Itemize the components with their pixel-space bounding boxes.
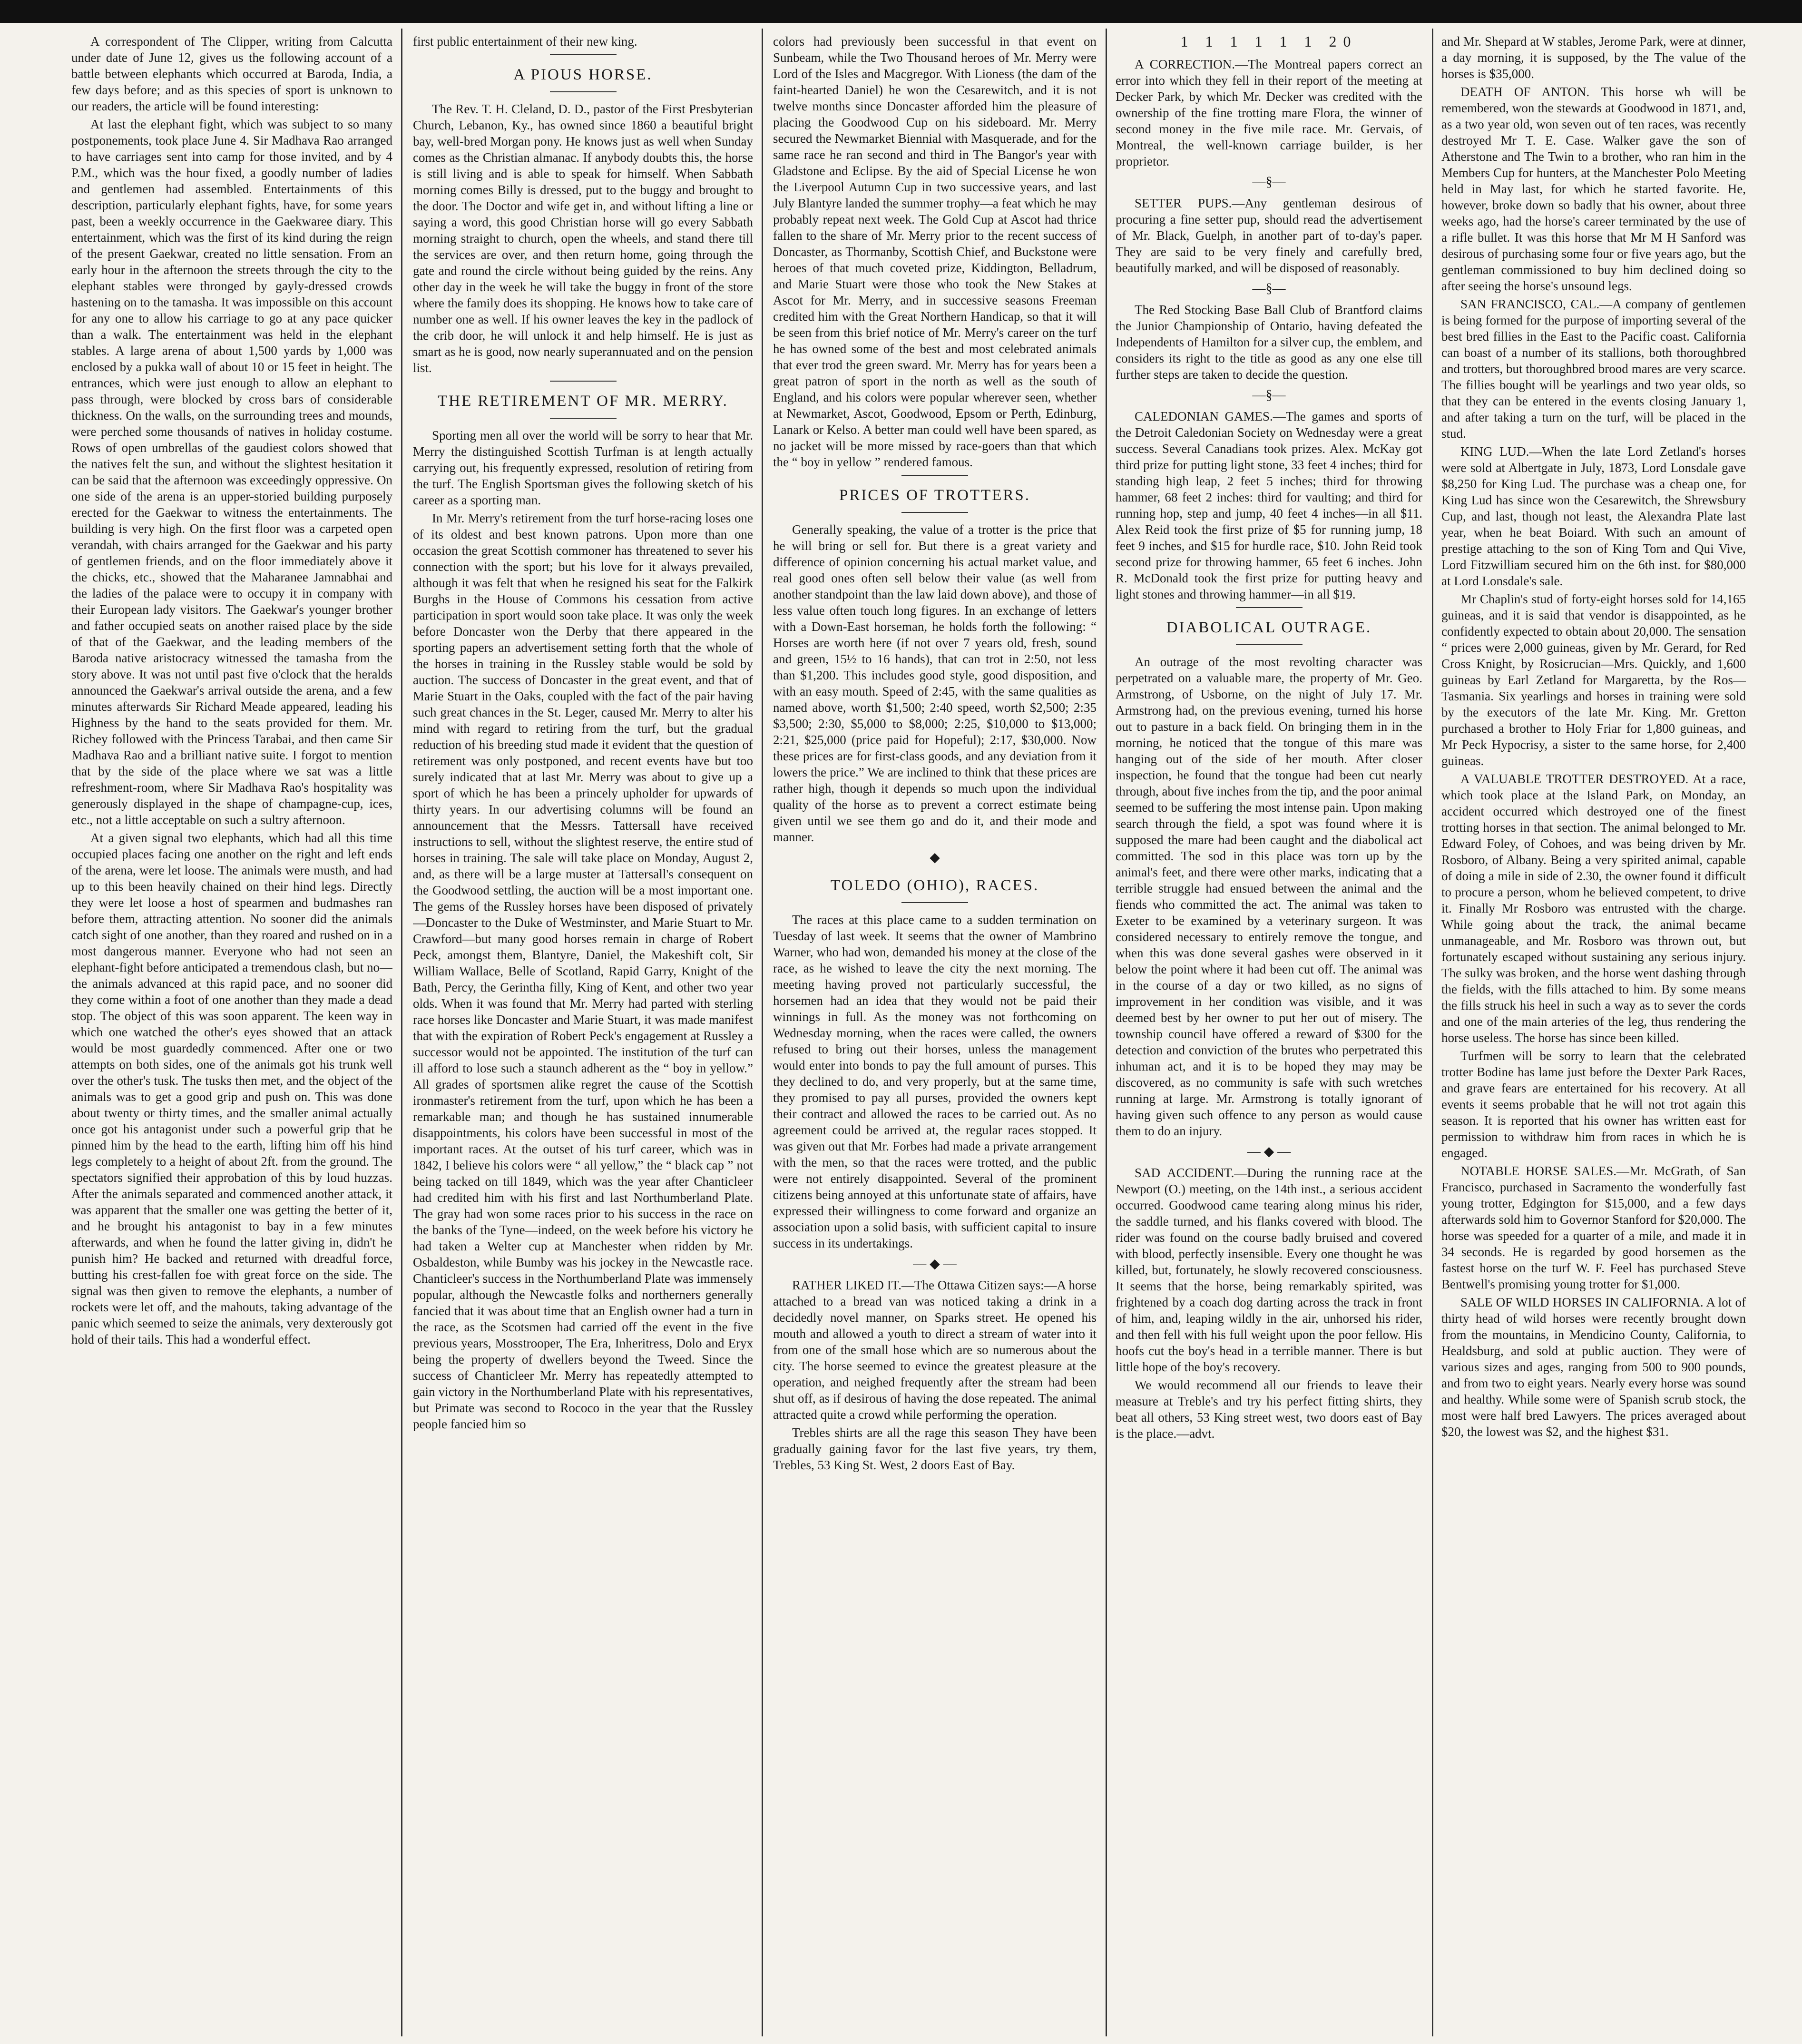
ornament-divider: ◆ [930,850,940,865]
column-rule [762,29,763,2036]
divider [550,54,617,55]
merry-article-intro: Sporting men all over the world will be sorry to hear that Mr. Merry the distinguished Scottish Turfman is at length actually carrying out, his frequently expressed, resolution of retiring from the turf. The English Sportsman gives the following sketch of his career as a sporting man. [413,428,753,507]
ornament-divider: —§— [1252,281,1286,296]
king-lud-article: KING LUD.—When the late Lord Zetland's horses were sold at Albertgate in July, 1873, Lord Lonsdale gave $8,250 for King Lud. The purchase was a cheap one, for King Lud has since won the Cesarewitch, the Shrewsbury Cup, and last, though not least, the Alexandra Plate last year, when he beat Boiard. With such an amount of prestige attaching to the son of King Tom and Qui Vive, Lord Fitzwilliam secured him on the 6th inst. for $80,000 at Lord Lonsdale's sale. [1441,444,1746,588]
ornament-divider: — ◆ — [1247,1144,1291,1159]
column-2 [413,33,753,2032]
san-francisco-article: SAN FRANCISCO, CAL.—A company of gentlemen is being formed for the purpose of importing several of the best bred fillies in the East to the Pacific coast. California can boast of a number of its stallions, both thoroughbred and trotters, but thoroughbred brood mares are very scarce. The fillies bought will be yearlings and two year olds, so that they can be entered in the events closing January 1, and after taking a turn on the turf, will be placed in the stud. [1441,297,1746,441]
bodine-article: Turfmen will be sorry to learn that the celebrated trotter Bodine has lame just before the Dexter Park Races, and grave fears are entertained for his recovery. At all events it seems probable that he will not trot again this season. It is reported that his owner has written east for permission to withdraw him from races in which he is engaged. [1441,1049,1746,1160]
ornament-divider: —§— [1252,388,1286,403]
headline-diabolical-outrage: DIABOLICAL OUTRAGE. [1166,619,1372,636]
column-1 [71,33,392,2032]
column-rule [1106,29,1107,2036]
caledonian-games-article: CALEDONIAN GAMES.—The games and sports of the Detroit Caledonian Society on Wednesday were a great success. Several Canadians took prizes. Alex. McKay got third prize for putting light stone, 33 feet 4 inches; third for standing high leap, 2 feet 5 inches; third for throwing hammer, 68 feet 2 inches: third for vaulting; and third for running hop, step and jump, 40 feet 4 inches—in all $11. Alex Reid took the first prize of $5 for running jump, 18 feet 9 inches, and $15 for hurdle race, $10. John Reid took second prize for throwing hammer, 65 feet 6 inches. John R. McDonald took the first prize for putting heavy and light stones and throwing hammer—in all $19. [1116,409,1422,601]
stables-fire-continued: and Mr. Shepard at W stables, Jerome Park, were at dinner, a day morning, it is supposed, by the The value of the horses is $35,000. [1441,34,1746,81]
pious-horse-article: The Rev. T. H. Cleland, D. D., pastor of the First Presbyterian Church, Lebanon, Ky., has owned since 1860 a beautiful bright bay, well-bred Morgan pony. He knows just as well when Sunday comes as the Christian almanac. If anybody doubts this, the horse is still living and is able to speak for himself. When Sabbath morning comes Billy is dressed, put to the buggy and brought to the door. The Doctor and wife get in, and without lifting a line or saying a word, this good Christian horse will go every Sabbath morning straight to church, open the wheels, and stand there till the services are over, and then return home, going through the gate and round the circle without being guided by the reins. Any other day in the week he will take the buggy in front of the store where the family does its shopping. He knows how to take care of number one as well. If his owner leaves the key in the padlock of the crib door, he will unlock it and help himself. He is just as smart as he is good, now nearly superannuated and on the pension list. [413,102,753,375]
chaplin-stud-article: Mr Chaplin's stud of forty-eight horses sold for 14,165 guineas, and it is said that vendor is disappointed, as he confidently expected to obtain about 20,000. The sensation “ prices were 2,000 guineas, given by Mr. Gerard, for Red Cross Knight, by Rosicrucian—Mrs. Quickly, and 1,600 guineas by Earl Zetland for Margaretta, by the Ros—Tasmania. Six yearlings and horses in training were sold by the executors of the late Mr. King. Mr. Gretton purchased a brother to Holy Friar for 1,800 guineas, and Mr Peck Hypocrisy, a sister to the same horse, for 2,400 guineas. [1441,592,1746,768]
wild-horses-sale-article: SALE OF WILD HORSES IN CALIFORNIA. A lot of thirty head of wild horses were recently brought down from the mountains, in Mendicino County, California, to Healdsburg, and sold at public auction. They were of various sizes and ages, ranging from 500 to 900 pounds, and from two to eight years. Nearly every horse was sound and healthy. While some were of Spanish scrub stock, the most were half bred Lawyers. The prices averaged about $20, the lowest was $2, and the highest $31. [1441,1295,1746,1439]
prices-trotters-article: Generally speaking, the value of a trotter is the price that he will bring or sell for. But there is a great variety and difference of opinion concerning his actual market value, and real good ones often sell below their value (as well from another standpoint than the law laid down above), and those of less value often touch long figures. In an exchange of letters with a Down-East horseman, he holds forth the following: “ Horses are worth here (if not over 7 years old, fresh, sound and green, 15½ to 16 hands), that can trot in 2:50, not less than $1,200. This includes good style, good disposition, and with an easy mouth. Speed of 2:45, with the same qualities as named above, worth $1,500; 2:40 speed, worth $2,500; 2:35 $3,500; 2:30, $5,000 to $8,000; 2:25, $10,000 to $13,000; 2:21, $25,000 (price paid for Hopeful); 2:17, $30,000. Now these prices are for first-class goods, and any deviation from it lowers the price.” We are inclined to think that these prices are rather high, though it depends so much upon the individual quality of the horse as to prevent a correct estimate being given until we see them go and do it, and their mode and manner. [773,522,1097,844]
valuable-trotter-article: A VALUABLE TROTTER DESTROYED. At a race, which took place at the Island Park, on Monday, an accident occurred which destroyed one of the finest trotting horses in that section. The animal belonged to Mr. Edward Foley, of Cohoes, and was being driven by Mr. Rosboro, of Albany. Being a very spirited animal, capable of doing a mile in side of 2.30, the owner found it difficult to procure a person, whom he believed competent, to drive it. Finally Mr Rosboro was entrusted with the charge. While going about the track, the animal became unmanageable, and Mr. Rosboro was thrown out, but fortunately escaped without sustaining any serious injury. The sulky was broken, and the horse went dashing through the fields, with the fills attached to him. By some means the fills struck his heel in such a way as to sever the cords and one of the main arteries of the leg, thus rendering the horse useless. The horse has since been killed. [1441,772,1746,1045]
headline-toledo-races: TOLEDO (OHIO), RACES. [830,877,1039,894]
divider [901,902,968,903]
death-of-anton-article: DEATH OF ANTON. This horse wh will be remembered, won the stewards at Goodwood in 1871, and, as a two year old, won seven out of ten races, was recently destroyed Mr T. E. Case. Walker gave the son of Atherstone and The Twin to a brother, who ran him in the Members Cup for hunters, at the Manchester Polo Meeting held in May last, for which he started favorite. He, however, broke down so badly that his owner, about three weeks ago, had the horse's career terminated by the use of a rifle bullet. It was this horse that Mr M H Sanford was desirous of purchasing some four or five years ago, but the gentleman commissioned to buy him declined doing so after seeing the horse's unsound legs. [1441,85,1746,293]
divider [550,418,617,419]
divider [1236,644,1303,645]
divider [550,91,617,92]
headline-prices-trotters: PRICES OF TROTTERS. [839,487,1031,504]
column-rule [401,29,402,2036]
column-rule [1432,29,1433,2036]
elephant-fight-paragraph-2: At a given signal two elephants, which had all this time occupied places facing one another on the right and left ends of the arena, were let loose. The animals were musth, and had up to this been heavily chained on their hind legs. Directly they were let loose a host of spearmen and budmashes ran before them, attracting attention. No sooner did the animals catch sight of one another, than they roared and rushed on in a most dangerous manner. Everyone who had not seen an elephant-fight before anticipated a tremendous clash, but no—the animals advanced at this rapid pace, and no sooner did they come within a foot of one another than they made a dead stop. The object of this was soon apparent. The keen way in which one watched the other's eyes showed that an attack would be most guardedly commenced. After one or two attempts on both sides, one of the animals got his trunk well over the other's tusk. The tusks then met, and the object of the animals was to get a good grip and push on. This was done about twenty or thirty times, and the smaller animal actually once got his antagonist under such a powerful grip that he pinned him by the head to the earth, lifting him off his hind legs completely to a height of about 2ft. from the ground. The spectators signified their approbation of this by loud huzzas. After the animals separated and commenced another attack, it was apparent that the smaller one was getting the better of it, and he brought his antagonist to bay in a few minutes afterwards, and when he found the latter giving in, didn't he punish him? He backed and returned with dreadful force, butting his crest-fallen foe with great force on the side. The signal was then given to remove the elephants, a number of rockets were let off, and the mahouts, taking advantage of the panic which seemed to seize the animals, very dexterously got hold of their tails. This had a wonderful effect. [71,831,392,1346]
divider [1236,607,1303,608]
trebles-advertisement: We would recommend all our friends to leave their measure at Treble's and try his perfect fitting shirts, they beat all others, 53 King street west, two doors east of Bay is the place.—advt. [1116,1378,1422,1441]
page-number: 1 1 1 1 1 1 20 [1180,33,1358,50]
divider [901,475,968,476]
top-border [0,0,1802,23]
column-5 [1441,33,1746,2032]
diabolical-outrage-article: An outrage of the most revolting character was perpetrated on a valuable mare, the property of Mr. Geo. Armstrong, of Usborne, on the night of July 17. Mr. Armstrong had, on the previous evening, turned his horse out to pasture in a back field. On bringing them in in the morning, he noticed that the tongue of this mare was hanging out of the side of her mouth. After closer inspection, he found that the tongue had been cut nearly through, about five inches from the tip, and the poor animal seemed to be suffering the most intense pain. Upon making search through the field, a spot was found where it is supposed the mare had been caught and the diabolical act committed. The sod in this place was torn up by the animal's feet, and there were other marks, indicating that a terrible struggle had ensued between the animal and the fiends who committed the act. The animal was taken to Exeter to be examined by a veterinary surgeon. It was considered necessary to entirely remove the tongue, and when this was done several gashes were observed in it below the point where it had been cut off. The animal was in the course of a day or two killed, as no signs of improvement in her condition was visible, and it was deemed best by her owner to put her out of misery. The township council have offered a reward of $300 for the detection and conviction of the brutes who perpetrated this inhuman act, and it is to be hoped they may may be discovered, as no community is safe with such wretches running at large. Mr. Armstrong is totally ignorant of having given such offence to any person as would cause them to do an injury. [1116,655,1422,1138]
merry-article-continued: colors had previously been successful in that event on Sunbeam, while the Two Thousand heroes of Mr. Merry were Lord of the Isles and Macgregor. With Lioness (the dam of the faint-hearted Daniel) he won the Cesarewitch, and it is not twelve months since Doncaster afforded him the pleasure of placing the Goodwood Cup on his sideboard. Mr. Merry secured the Newmarket Biennial with Masquerade, and for the same race he ran second and third in The Bangor's year with Gladstone and Eclipse. By the aid of Special License he won the Liverpool Autumn Cup in two successive years, and last July Blantyre landed the summer trophy—a feat which he may probably repeat next week. The Gold Cup at Ascot had thrice fallen to the share of Mr. Merry prior to the recent success of Doncaster, as Thormanby, Scottish Chief, and Buckstone were heroes of that much coveted prize, Kiddington, Belladrum, and Marie Stuart were those who took the New Stakes at Ascot for Mr. Merry, and in successive seasons Freeman credited him with the Great Northern Handicap, so that it will be seen from this brief notice of Mr. Merry's career on the turf he has owned some of the best and most celebrated animals that ever trod the green sward. Mr. Merry has for years been a great patron of sport in the north as well as the south of England, and his colors were popular wherever seen, whether at Newmarket, Ascot, Goodwood, Epsom or Perth, Edinburg, Lanark or Kelso. A better man could well have been spared, as no jacket will be more missed by race-goers than that which the “ boy in yellow ” rendered famous. [773,34,1097,469]
headline-retirement-merry: THE RETIREMENT OF MR. MERRY. [438,393,728,410]
column-4 [1116,33,1422,2032]
sad-accident-article: SAD ACCIDENT.—During the running race at the Newport (O.) meeting, on the 14th inst., a serious accident occurred. Goodwood came tearing along minus his rider, the saddle turned, and his flanks covered with blood. The rider was found on the course badly bruised and covered with blood, perfectly insensible. Every one thought he was killed, but, fortunately, he slowly recovered consciousness. It seems that the horse, being remarkably spirited, was frightened by a coach dog darting across the track in front of him, and, leaping wildly in the air, unhorsed his rider, and then fell with his full weight upon the poor fellow. His hoofs cut the boy's head in a terrible manner. There is but little hope of the boy's recovery. [1116,1166,1422,1374]
toledo-races-article: The races at this place came to a sudden termination on Tuesday of last week. It seems that the owner of Mambrino Warner, who had won, demanded his money at the close of the race, as he wished to leave the city the next morning. The meeting having proved not particularly successful, the horsemen had an idea that they would not be paid their winnings in full. As the money was not forthcoming on Wednesday morning, when the races were called, the owners refused to bring out their horses, unless the management would enter into bonds to pay the full amount of purses. This they declined to do, and very properly, but at the same time, they promised to pay all purses, provided the owners kept their contract and allowed the races to be carried out. As no agreement could be arrived at, the regular races stopped. It was given out that Mr. Forbes had made a private arrangement with the men, so that the races were trotted, and the public were not entirely disappointed. Several of the prominent citizens being annoyed at this unfortunate state of affairs, have expressed their willingness to come forward and organize an association upon a solid basis, with sufficient capital to insure success in its undertakings. [773,913,1097,1250]
setter-pups-notice: SETTER PUPS.—Any gentleman desirous of procuring a fine setter pup, should read the advertisement of Mr. Black, Guelph, in another part of to-day's paper. They are said to be very finely and carefully bred, beautifully marked, and will be disposed of reasonably. [1116,196,1422,275]
divider [550,381,617,382]
merry-article-body: In Mr. Merry's retirement from the turf horse-racing loses one of its oldest and best known patrons. Upon more than one occasion the great Scottish commoner has threatened to sever his connection with the sport; but his love for it always prevailed, although it was felt that when he resigned his seat for the Falkirk Burghs in the House of Commons his cessation from active participation in sport would soon take place. It was only the week before Doncaster won the Derby that there appeared in the sporting papers an advertisement setting forth that the whole of the horses in training in the Russley stable would be sold by auction. The success of Doncaster in the great event, and that of Marie Stuart in the Oaks, coupled with the fact of the pair having such great chances in the St. Leger, caused Mr. Merry to alter his mind with regard to retiring from the turf, but the gradual reduction of his breeding stud made it evident that the question of retirement was only postponed, and recent events have but too surely indicated that at last Mr. Merry was about to give up a sport of which he has been a princely upholder for upwards of thirty years. In our advertising columns will be found an announcement that the Messrs. Tattersall have received instructions to sell, without the slightest reserve, the entire stud of horses in training. The sale will take place on Monday, August 2, and, as there will be a large muster at Tattersall's consequent on the Goodwood settling, the auction will be a most important one. The gems of the Russley horses have been disposed of privately—Doncaster to the Duke of Westminster, and Marie Stuart to Mr. Crawford—but many good horses remain in charge of Robert Peck, amongst them, Blantyre, Daniel, the Makeshift colt, Sir William Wallace, Belle of Scotland, Rapid Garry, Knight of the Bath, Percy, the Gerintha filly, King of Kent, and other two year olds. When it was found that Mr. Merry had parted with sterling race horses like Doncaster and Marie Stuart, it was made manifest that with the expiration of Robert Peck's engagement at Russley a successor would not be appointed. The institution of the turf can ill afford to lose such a staunch adherent as the “ boy in yellow.” All grades of sportsmen alike regret the cause of the Scottish ironmaster's retirement from the turf, upon which he has been a remarkable man; and though he has sustained innumerable disappointments, his colors have been successful in most of the important races. At the outset of his turf career, which was in 1842, I believe his colors were “ all yellow,” the “ black cap ” not being tacked on till 1849, which was the year after Chanticleer had credited him with his first and last Northumberland Plate. The gray had won some races prior to his success in the race on the banks of the Tyne—indeed, on the week before his victory he had taken a Welter cup at Manchester when ridden by Mr. Osbaldeston, while Bumby was his jockey in the Newcastle race. Chanticleer's success in the Northumberland Plate was immensely popular, although the Newcastle folks and northerners generally fancied that it was about time that an English owner had a turn in the race, as the Scotsmen had carried off the event in the five previous years, Mosstrooper, The Era, Inheritress, Dolo and Eryx being the property of dwellers beyond the Tweed. Since the success of Chanticleer Mr. Merry has repeatedly attempted to gain victory in the Northumberland Plate with his representatives, but Primate was second to Rococo in the year that the Russley people fancied him so [413,511,753,1431]
continued-text: first public entertainment of their new king. [413,34,637,49]
headline-pious-horse: A PIOUS HORSE. [513,66,653,83]
notable-horse-sales-article: NOTABLE HORSE SALES.—Mr. McGrath, of San Francisco, purchased in Sacramento the wonderfully fast young trotter, Edgington for $15,000, and a few days afterwards sold him to Governor Stanford for $20,000. The horse was speeded for a quarter of a mile, and made it in 34 seconds. He is regarded by good horsemen as the fastest horse on the turf W. F. Feel has purchased Steve Bentwell's promising young trotter for $1,000. [1441,1164,1746,1291]
ornament-divider: — ◆ — [913,1257,957,1271]
rather-liked-it-article: RATHER LIKED IT.—The Ottawa Citizen says:—A horse attached to a bread van was noticed taking a drink in a decidedly novel manner, on Sparks street. He opened his mouth and allowed a youth to direct a stream of water into it from one of the small hose which are so numerous about the city. The horse seemed to evince the greatest pleasure at the operation, and neighed frequently after the stream had been shut off, as if desirous of having the dose repeated. The animal attracted quite a crowd while performing the operation. [773,1278,1097,1422]
clipper-intro: A correspondent of The Clipper, writing from Calcutta under date of June 12, gives us the following account of a battle between elephants which occurred at Baroda, India, a few days before; and as this species of sport is unknown to our readers, the article will be found interesting: [71,34,392,113]
column-3 [773,33,1097,2032]
correction-notice: A CORRECTION.—The Montreal papers correct an error into which they fell in their report of the meeting at Decker Park, by which Mr. Decker was credited with the ownership of the fine trotting mare Flora, the winner of second money in the five mile race. Mr. Gervais, of Montreal, the well-known carriage builder, is her proprietor. [1116,57,1422,168]
elephant-fight-paragraph-1: At last the elephant fight, which was subject to so many postponements, took place June 4. Sir Madhava Rao arranged to have carriages sent into camp for those invited, and by 4 P.M., which was the hour fixed, a goodly number of ladies and gentlemen had assembled. Entertainments of this description, particularly elephant fights, have, for some years past, been a weekly occurrence in the Gaekwaree diary. This entertainment, which was the first of its kind during the reign of the present Gaekwar, created no little sensation. From an early hour in the afternoon the streets through the city to the elephant stables were thronged by gayly-dressed crowds hastening on to the tamasha. It was impossible on this account for any one to allow his carriage to go at any pace quicker than a walk. The entertainment was held in the elephant stables. A large arena of about 1,500 yards by 1,000 was enclosed by a pukka wall of about 10 or 15 feet in height. The entrances, which were just enough to allow an elephant to pass through, were blocked by cross bars of considerable thickness. On the walls, on the surrounding trees and mounds, were perched some thousands of natives in holiday costume. Rows of open umbrellas of the gaudiest colors showed that the natives felt the sun, and without the slightest hesitation it can be said that the afternoon was exceedingly oppressive. On one side of the arena is an upper-storied building purposely erected for the Gaekwar to witness the entertainments. The building is very high. On the first floor was a carpeted open verandah, with chairs arranged for the Gaekwar and his party of gentlemen friends, and on the floor immediately above it the chicks, etc., showed that the Maharanee Jamnabhai and the ladies of the palace were to occupy it in company with their European lady visitors. The Gaekwar's younger brother and father occupied seats on another raised place by the side of that of the Gaekwar, and the leading members of the Baroda native aristocracy witnessed the tamasha from the story above. It was not until past five o'clock that the heralds announced the Gaekwar's arrival outside the arena, and a few minutes afterwards Sir Richard Meade appeared, leading his Highness by the hand to the seats provided for them. Mr. Richey followed with the Princess Tarabai, and then came Sir Madhava Rao and a brilliant native suite. I forgot to mention that by the side of the place where we sat was a little refreshment-room, where Sir Madhava Rao's hospitality was generously displayed in the shape of champagne-cup, ices, etc., not a little acceptable on such a sultry afternoon. [71,117,392,827]
ornament-divider: —§— [1252,175,1286,189]
trebles-shirts-notice: Trebles shirts are all the rage this season They have been gradually gaining favor for the last five years, try them, Trebles, 53 King St. West, 2 doors East of Bay. [773,1425,1097,1472]
red-stocking-notice: The Red Stocking Base Ball Club of Brantford claims the Junior Championship of Ontario, having defeated the Independents of Hamilton for a silver cup, the emblem, and considers its right to the title as good as any one else till further steps are taken to decide the question. [1116,303,1422,382]
divider [901,512,968,513]
